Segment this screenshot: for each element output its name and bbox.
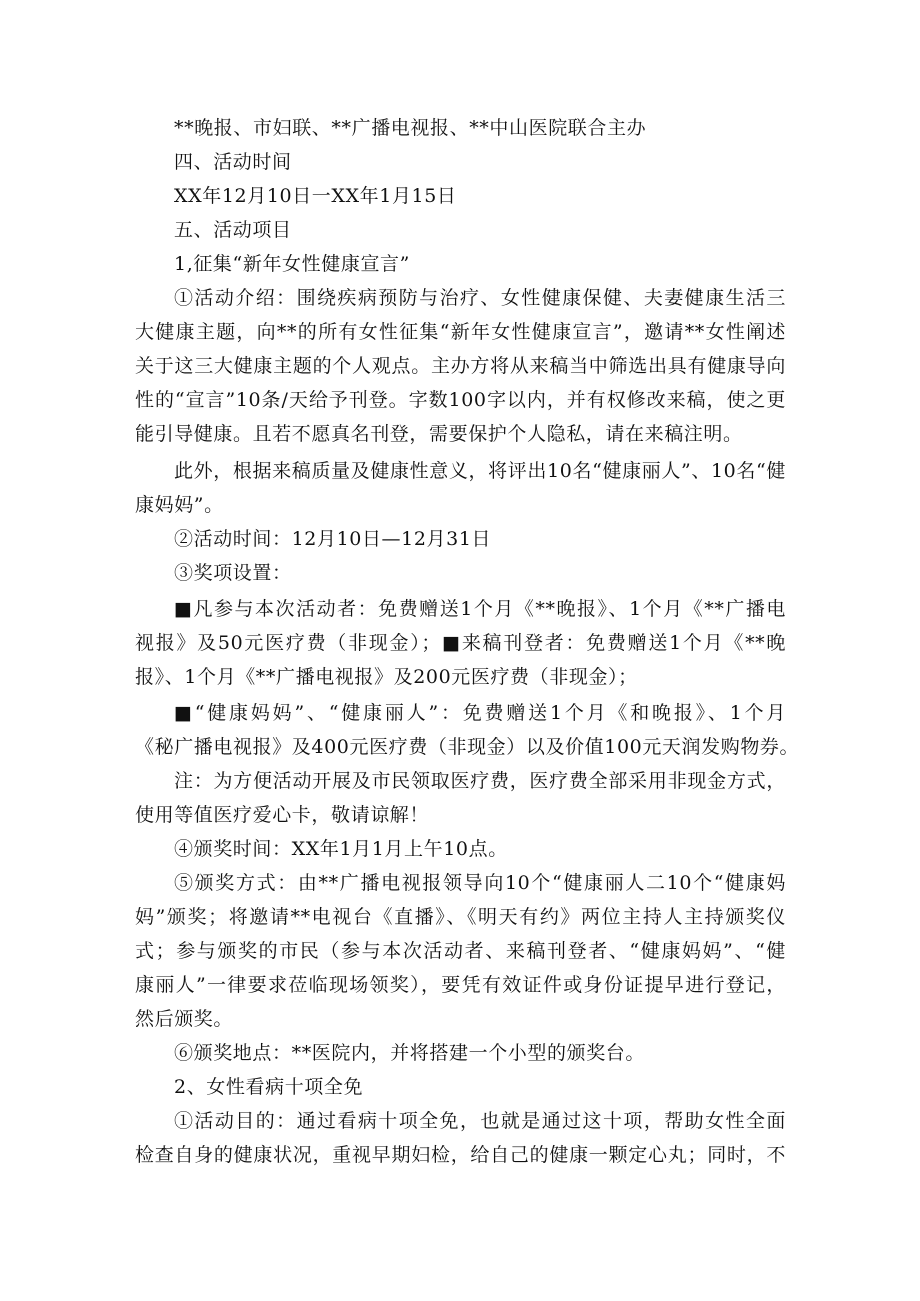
item-1-title: 1,征集“新年女性健康宣言” [174, 253, 410, 275]
paragraph-line: 式；参与颁奖的市民（参与本次活动者、来稿刊登者、“健康妈妈”、“健 [135, 940, 786, 962]
paragraph-line: 视报》及50元医疗费（非现金）；■来稿刊登者：免费赠送1个月《**晚 [135, 632, 786, 654]
paragraph-line: ⑤颁奖方式：由**广播电视报领导向10个“健康丽人二10个“健康妈 [174, 872, 786, 894]
paragraph-line: 康妈妈”。 [135, 494, 224, 516]
paragraph-line: 报》、1个月《**广播电视报》及200元医疗费（非现金）； [135, 666, 638, 688]
paragraph-line: ■“健康妈妈”、“健康丽人”：免费赠送1个月《和晚报》、1个月 [174, 702, 786, 724]
paragraph-line: 此外，根据来稿质量及健康性意义，将评出10名“健康丽人”、10名“健 [174, 460, 786, 482]
paragraph-line: 然后颁奖。 [135, 1008, 234, 1030]
organizers-line: **晚报、市妇联、**广播电视报、**中山医院联合主办 [174, 117, 647, 139]
paragraph-line: 注：为方便活动开展及市民领取医疗费，医疗费全部采用非现金方式， [174, 770, 786, 792]
paragraph-line: ①活动介绍：围绕疾病预防与治疗、女性健康保健、夫妻健康生活三 [174, 287, 786, 309]
paragraph-line: 关于这三大健康主题的个人观点。主办方将从来稿当中筛选出具有健康导向 [135, 355, 786, 377]
paragraph-line: 性的“宣言”10条/天给予刊登。字数100字以内，并有权修改来稿，使之更 [135, 389, 786, 411]
paragraph-line: 检查自身的健康状况，重视早期妇检，给自己的健康一颗定心丸；同时，不 [135, 1144, 786, 1166]
awards-heading: ③奖项设置： [174, 562, 292, 584]
section-heading-time: 四、活动时间 [174, 151, 292, 173]
award-time-line: ④颁奖时间：XX年1月1月上午10点。 [174, 838, 508, 860]
paragraph-line: 妈”颁奖；将邀请**电视台《直播》、《明天有约》两位主持人主持颁奖仪 [135, 906, 786, 928]
award-location-line: ⑥颁奖地点：**医院内，并将搭建一个小型的颁奖台。 [174, 1042, 646, 1064]
paragraph-line: ①活动目的：通过看病十项全免，也就是通过这十项，帮助女性全面 [174, 1110, 786, 1132]
paragraph-line: 康丽人”一律要求莅临现场领奖），要凭有效证件或身份证提早进行登记， [135, 974, 786, 996]
item-2-title: 2、女性看病十项全免 [174, 1076, 364, 1098]
activity-time-line: ②活动时间：12月10日—12月31日 [174, 528, 492, 550]
paragraph-line: ■凡参与本次活动者：免费赠送1个月《**晚报》、1个月《**广播电 [174, 598, 786, 620]
activity-date-range: XX年12月10日一XX年1月15日 [174, 185, 457, 207]
section-heading-items: 五、活动项目 [174, 219, 292, 241]
paragraph-line: 大健康主题，向**的所有女性征集“新年女性健康宣言”，邀请**女性阐述 [135, 321, 786, 343]
paragraph-line: 使用等值医疗爱心卡，敬请谅解！ [135, 804, 430, 826]
paragraph-line: 能引导健康。且若不愿真名刊登，需要保护个人隐私，请在来稿注明。 [135, 423, 743, 445]
paragraph-line: 《秘广播电视报》及400元医疗费（非现金）以及价值100元天润发购物券。 [135, 736, 800, 758]
